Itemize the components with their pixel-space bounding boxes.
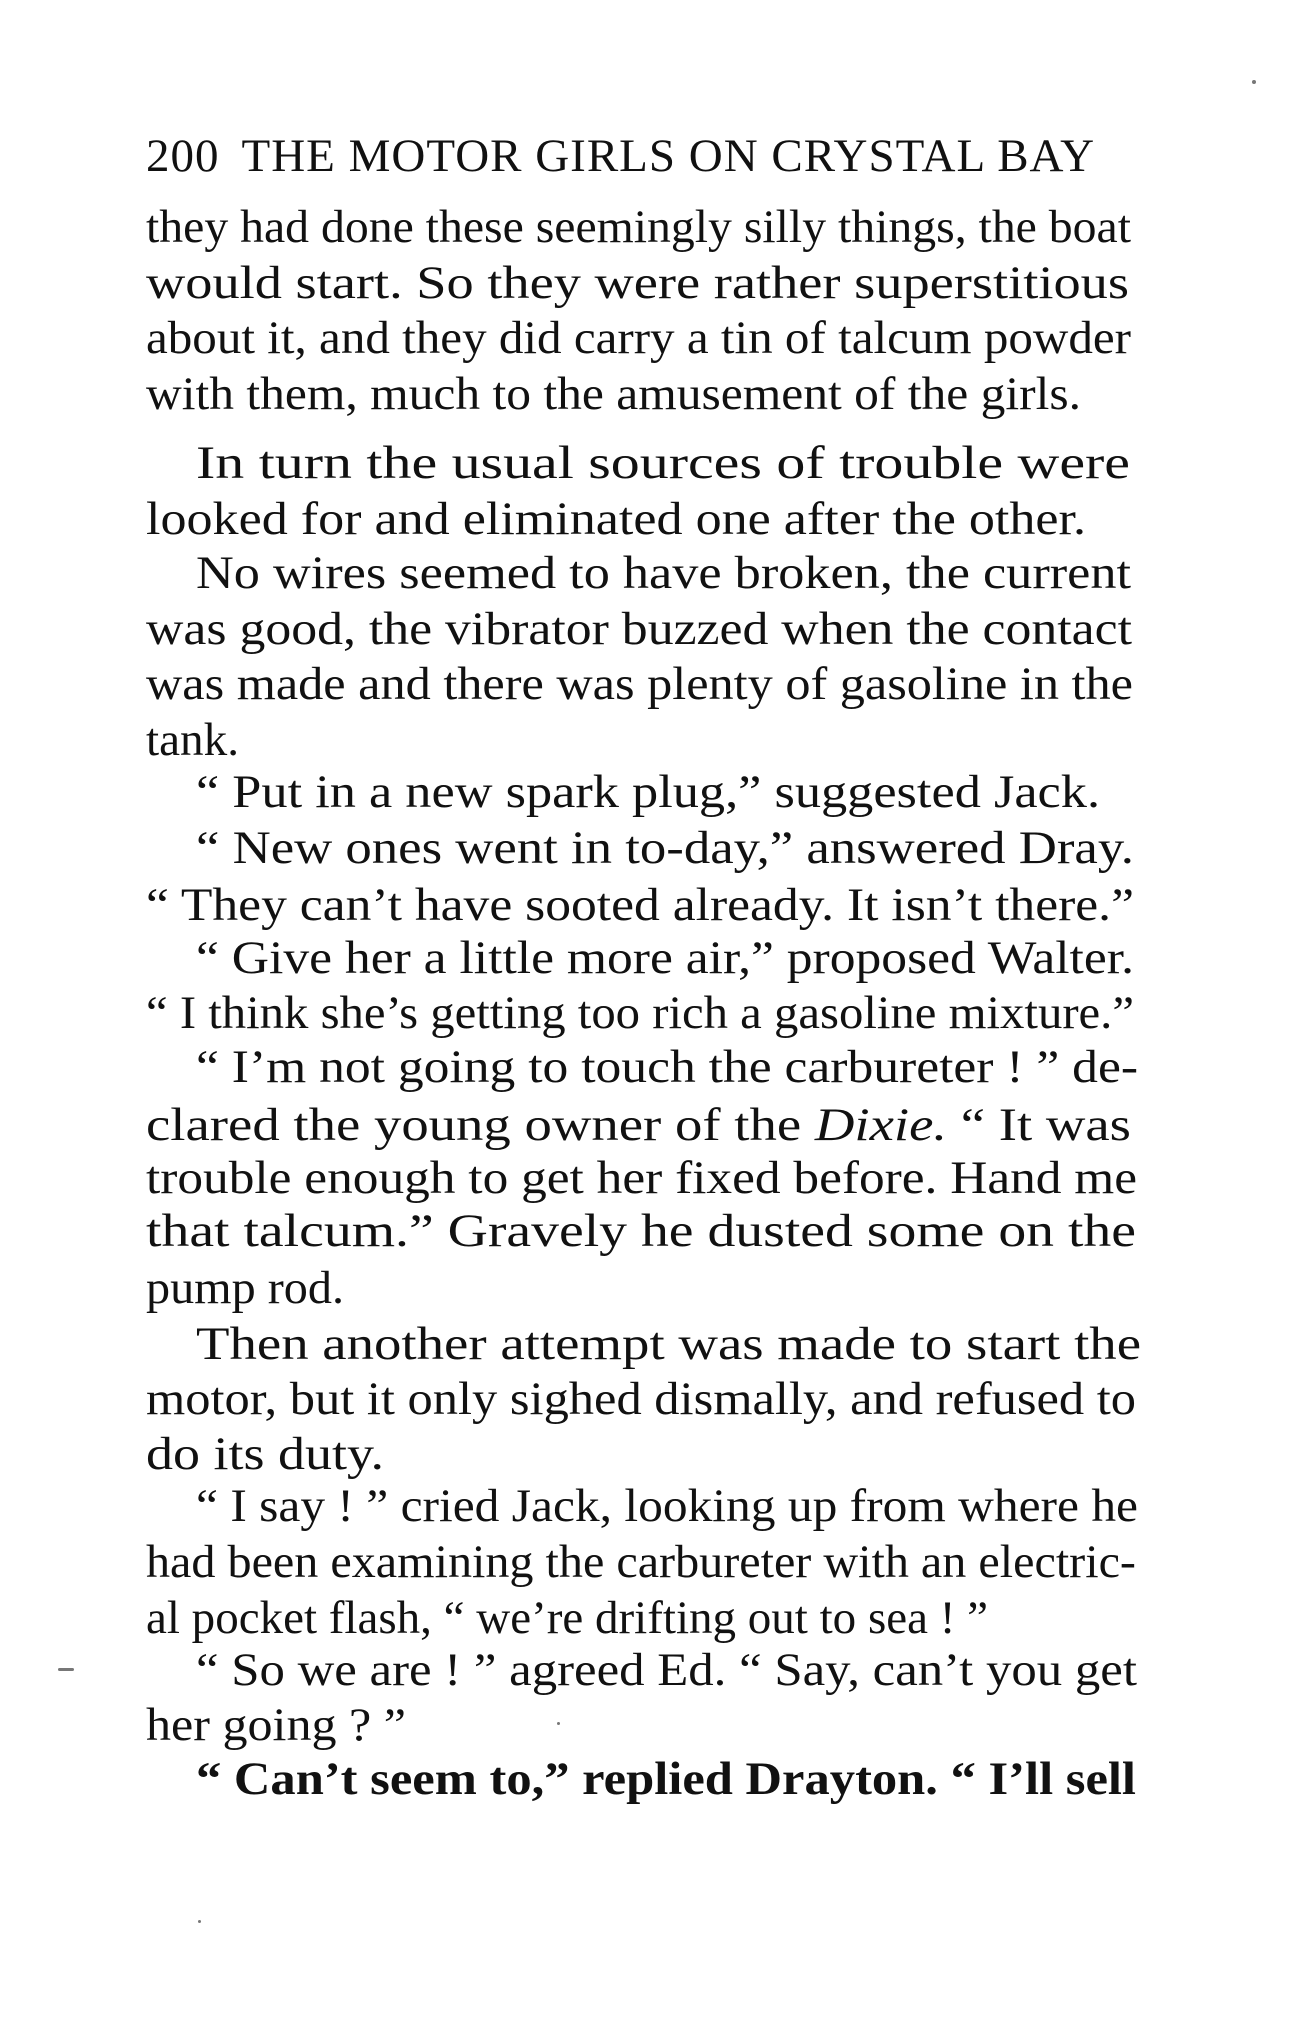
- text-line: about it, and they did carry a tin of talcum powder: [146, 312, 1131, 364]
- text-line: pump rod.: [146, 1262, 344, 1314]
- book-title: THE MOTOR GIRLS ON CRYSTAL BAY: [241, 130, 1096, 182]
- text-line: “ Put in a new spark plug,” suggested Jack.: [196, 766, 1101, 818]
- running-head: [146, 126, 1106, 186]
- text-line: Then another attempt was made to start the: [196, 1318, 1142, 1370]
- text-line: that talcum.” Gravely he dusted some on the: [146, 1205, 1137, 1257]
- ink-speck: [1252, 80, 1256, 84]
- page-number: 200: [146, 130, 220, 182]
- text-line: “ Give her a little more air,” proposed Walter.: [196, 932, 1134, 984]
- text-line: trouble enough to get her fixed before. Hand me: [146, 1152, 1138, 1204]
- text-line: In turn the usual sources of trouble were: [196, 437, 1130, 489]
- text-line: “ New ones went in to-day,” answered Dray.: [196, 822, 1134, 874]
- text-line: “ I think she’s getting too rich a gasoline mixture.”: [146, 987, 1135, 1039]
- text-run: clared the young owner of the: [146, 1099, 815, 1151]
- text-line: her going ? ”: [146, 1699, 407, 1751]
- text-line: they had done these seemingly silly things, the boat: [146, 201, 1131, 253]
- text-line: was good, the vibrator buzzed when the contact: [146, 603, 1132, 655]
- text-line: would start. So they were rather superstitious: [146, 257, 1129, 309]
- text-line: No wires seemed to have broken, the current: [196, 547, 1132, 599]
- text-line: looked for and eliminated one after the other.: [146, 493, 1086, 545]
- text-line: motor, but it only sighed dismally, and refused to: [146, 1373, 1137, 1425]
- text-line: al pocket flash, “ we’re drifting out to sea ! ”: [146, 1592, 989, 1644]
- text-line: “ I’m not going to touch the carbureter ! ” de-: [196, 1041, 1139, 1093]
- text-line: “ They can’t have sooted already. It isn’t there.”: [146, 879, 1134, 931]
- text-line: “ Can’t seem to,” replied Drayton. “ I’ll sell: [196, 1753, 1136, 1805]
- text-line: do its duty.: [146, 1428, 384, 1480]
- ink-speck: [58, 1668, 74, 1671]
- text-line: “ So we are ! ” agreed Ed. “ Say, can’t you get: [196, 1644, 1137, 1696]
- ink-speck: [557, 1722, 560, 1725]
- text-line: “ I say ! ” cried Jack, looking up from where he: [196, 1480, 1139, 1532]
- ink-speck: [198, 1920, 201, 1923]
- text-run: “ It was: [947, 1099, 1131, 1151]
- text-line: was made and there was plenty of gasoline in the: [146, 658, 1133, 710]
- text-line: [146, 1097, 1298, 1153]
- text-line: with them, much to the amusement of the girls.: [146, 368, 1082, 420]
- text-line: tank.: [146, 714, 239, 766]
- ship-name: Dixie.: [814, 1099, 948, 1151]
- text-line: had been examining the carbureter with an electric-: [146, 1536, 1136, 1588]
